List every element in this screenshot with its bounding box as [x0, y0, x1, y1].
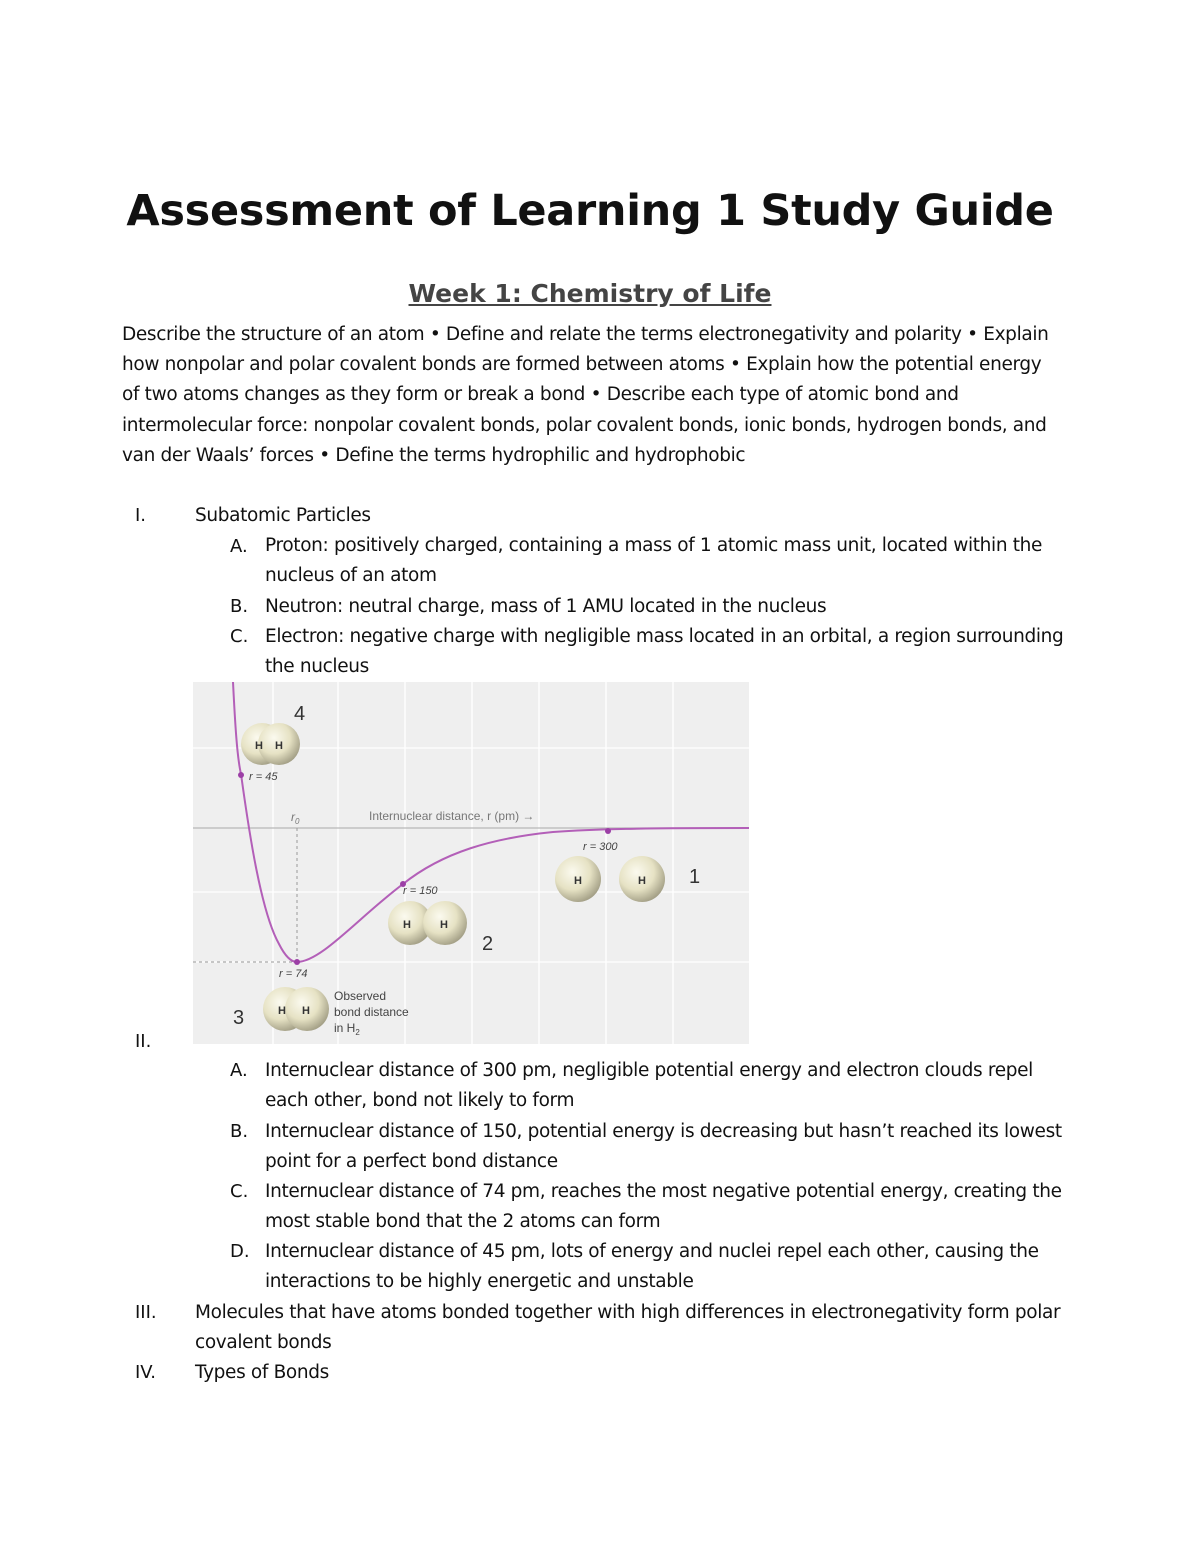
section-2-item-c-letter: C.: [230, 1181, 249, 1202]
observed-label-line3: in $H_2$: [334, 1021, 360, 1037]
section-1-item-c: Electron: negative charge with negligible mass located in an orbital, a region surrounding the nucleus: [265, 626, 1064, 678]
point-r74: [294, 959, 300, 965]
state-3-distance: r = 74: [279, 968, 308, 980]
state-4-distance: r = 45: [249, 771, 278, 783]
section-1-item-b-letter: B.: [230, 596, 249, 617]
section-1-item-a-letter: A.: [230, 536, 248, 557]
svg-text:H: H: [440, 919, 448, 931]
section-2-item-a: Internuclear distance of 300 pm, negligible potential energy and electron clouds repel each other, bond not likely to form: [265, 1060, 1033, 1112]
section-1-item-b: Neutron: neutral charge, mass of 1 AMU located in the nucleus: [265, 596, 827, 617]
point-r45: [238, 772, 244, 778]
section-2-item-c: Internuclear distance of 74 pm, reaches the most negative potential energy, creating the most stable bond that the 2 atoms can form: [265, 1181, 1062, 1233]
section-2-item-a-letter: A.: [230, 1060, 248, 1081]
state-number-4: 4: [294, 703, 306, 725]
svg-text:H: H: [574, 875, 582, 887]
section-2-numeral: II.: [135, 1031, 152, 1052]
section-1-item-a: Proton: positively charged, containing a mass of 1 atomic mass unit, located within the nucleus of an atom: [265, 535, 1043, 587]
page-title: Assessment of Learning 1 Study Guide: [126, 186, 1054, 236]
section-1-numeral: I.: [135, 505, 147, 526]
potential-energy-diagram: [193, 682, 749, 1044]
molecule-state-3: [263, 987, 329, 1031]
section-3-text: Molecules that have atoms bonded together with high differences in electronegativity form polar covalent bonds: [195, 1302, 1061, 1354]
state-number-2: 2: [482, 933, 494, 955]
section-4-numeral: IV.: [135, 1362, 157, 1383]
state-number-1: 1: [689, 866, 701, 888]
molecule-state-4: [241, 723, 300, 765]
svg-text:H: H: [638, 875, 646, 887]
svg-text:H: H: [403, 919, 411, 931]
state-2-distance: r = 150: [403, 885, 438, 897]
section-2-item-d-letter: D.: [230, 1241, 250, 1262]
section-2-item-b-letter: B.: [230, 1121, 249, 1142]
svg-text:H: H: [255, 740, 263, 752]
axis-label: Internuclear distance, r (pm) →: [369, 809, 535, 823]
week-heading: Week 1: Chemistry of Life: [408, 279, 772, 308]
section-2-item-b: Internuclear distance of 150, potential energy is decreasing but hasn’t reached its lowest point for a perfect bond distance: [265, 1121, 1062, 1173]
section-1-title: Subatomic Particles: [195, 505, 371, 526]
state-1-distance: r = 300: [583, 841, 618, 853]
r0-label: $r_0$: [291, 810, 300, 826]
learning-objectives: Describe the structure of an atom • Define and relate the terms electronegativity and polarity • Explain how nonpolar and polar covalent bonds are formed between atoms • Explain how the potential energy of two atoms changes as they form or break a bond • Describe each type of atomic bond and intermolecular force: nonpolar covalent bonds, polar covalent bonds, ionic bonds, hydrogen bonds, and van der Waals’ forces • Define the terms hydrophilic and hydrophobic: [122, 324, 1049, 466]
point-r300: [605, 828, 611, 834]
observed-label-line1: Observed: [334, 989, 387, 1003]
section-3-numeral: III.: [135, 1302, 157, 1323]
svg-text:H: H: [278, 1005, 286, 1017]
section-2-item-d: Internuclear distance of 45 pm, lots of energy and nuclei repel each other, causing the interactions to be highly energetic and unstable: [265, 1241, 1039, 1293]
svg-text:H: H: [302, 1005, 310, 1017]
section-1-item-c-letter: C.: [230, 626, 249, 647]
svg-text:H: H: [275, 740, 283, 752]
state-number-3: 3: [233, 1007, 245, 1029]
observed-label-line2: bond distance: [334, 1005, 409, 1019]
section-4-title: Types of Bonds: [195, 1362, 329, 1383]
